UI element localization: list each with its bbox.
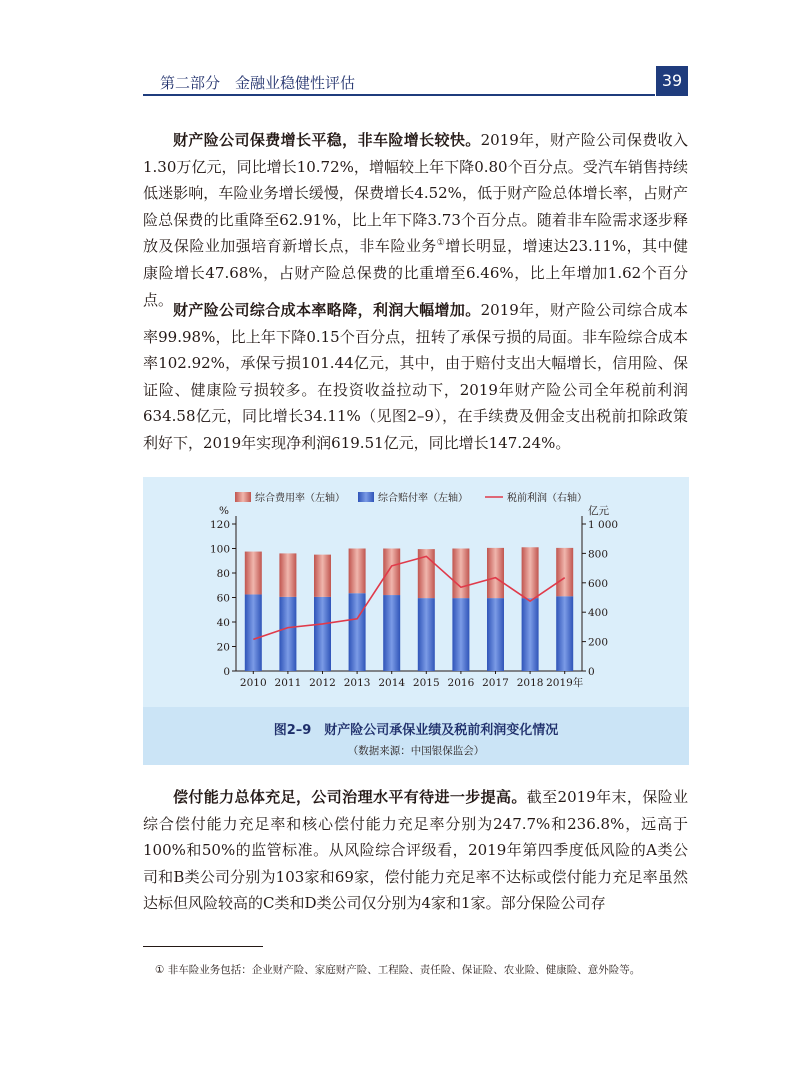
- bar-segment: [383, 549, 400, 596]
- bar-segment: [452, 598, 469, 671]
- x-axis-tick-label: 2016: [447, 677, 475, 689]
- right-axis-tick-label: 800: [588, 548, 609, 561]
- paragraph-text: 截至2019年末，保险业综合偿付能力充足率和核心偿付能力充足率分别为247.7%和236.8%，远高于100%和50%的监管标准。从风险综合评级看，2019年第四季度低风险的A类公司和B类公司分别为103家和69家，偿付能力充足率不达标或偿付能力充足率虽然达标但风险较高的C类和D类公司仅分别为4家和1家。部分保险公司存: [143, 788, 688, 913]
- paragraph-lead: 偿付能力总体充足，公司治理水平有待进一步提高。: [173, 788, 527, 806]
- x-axis-tick-label: 2013: [343, 677, 371, 689]
- legend-label: 税前利润（右轴）: [507, 493, 587, 504]
- legend-label: 综合费用率（左轴）: [255, 493, 345, 504]
- paragraph-text: 2019年，财产险公司保费收入1.30万亿元，同比增长10.72%，增幅较上年下降0.80个百分点。受汽车销售持续低迷影响，车险业务增长缓慢，保费增长4.52%，低于财产险总体增长率，占财产险总保费的比重降至62.91%，比上年下降3.73个百分点。随着非车险需求逐步释放及保险业加强培育新增长点，非车险业务: [143, 131, 688, 256]
- x-axis-tick-label: 2018: [516, 677, 544, 689]
- left-axis-tick-label: 60: [216, 592, 230, 605]
- left-axis-tick-label: 40: [216, 617, 230, 629]
- paragraph-cost-ratio: [143, 297, 688, 457]
- right-axis-tick-label: 400: [588, 607, 609, 620]
- right-axis-unit: 亿元: [588, 505, 609, 517]
- left-axis-tick-label: 100: [209, 543, 230, 556]
- footnote: ① 非车险业务包括：企业财产险、家庭财产险、工程险、责任险、保证险、农业险、健康险、意外险等。: [155, 964, 641, 976]
- paragraph-text: 2019年，财产险公司综合成本率99.98%，比上年下降0.15个百分点，扭转了承保亏损的局面。非车险综合成本率102.92%，承保亏损101.44亿元，其中，由于赔付支出大幅增长，信用险、保证险、健康险亏损较多。在投资收益拉动下，2019年财产险公司全年税前利润634.58亿元，同比增长34.11%（见图2–9），在手续费及佣金支出税前扣除政策利好下，2019年实现净利润619.51亿元，同比增长147.24%。: [143, 301, 688, 452]
- header-rule: [143, 94, 655, 96]
- x-axis-tick-label: 2014: [378, 677, 406, 689]
- bar-segment: [556, 596, 573, 671]
- left-axis-unit: %: [219, 505, 229, 517]
- bar-segment: [487, 548, 504, 598]
- bar-segment: [314, 555, 331, 597]
- paragraph-lead: 财产险公司综合成本率略降，利润大幅增加。: [173, 301, 481, 319]
- paragraph-premium-growth: [143, 127, 688, 313]
- paragraph-solvency: [143, 784, 688, 917]
- left-axis-tick-label: 20: [216, 641, 230, 654]
- paragraph-text: 增长明显，增速达23.11%，其中健康险增长47.68%，占财产险总保费的比重增至6.46%，比上年增加1.62个百分点。: [143, 237, 688, 309]
- x-axis-tick-label: 2017: [482, 677, 509, 689]
- bar-segment: [383, 595, 400, 671]
- bar-segment: [418, 598, 435, 671]
- x-axis-tick-label: 2015: [412, 677, 440, 689]
- left-axis-tick-label: 0: [223, 666, 230, 678]
- bar-segment: [487, 598, 504, 671]
- legend-swatch: [358, 492, 374, 502]
- bar-segment: [279, 553, 296, 596]
- figure-title: 图2–9 财产险公司承保业绩及税前利润变化情况: [273, 723, 559, 738]
- section-title: 第二部分 金融业稳健性评估: [160, 74, 356, 92]
- bar-segment: [522, 547, 539, 598]
- right-axis-tick-label: 600: [588, 577, 609, 590]
- x-axis-tick-label: 2011: [274, 677, 302, 689]
- bar-segment: [245, 594, 262, 671]
- left-axis-tick-label: 120: [209, 519, 230, 531]
- right-axis-tick-label: 200: [588, 636, 609, 649]
- page-number: 39: [656, 66, 688, 96]
- bar-segment: [522, 598, 539, 671]
- x-axis-tick-label: 2019年: [546, 677, 584, 689]
- figure-source: （数据来源：中国银保监会）: [347, 745, 485, 757]
- figure-2-9: [143, 477, 689, 765]
- x-axis-tick-label: 2012: [309, 677, 336, 689]
- bar-segment: [279, 597, 296, 671]
- footnote-rule: [143, 946, 263, 947]
- legend-label: 综合赔付率（左轴）: [378, 493, 468, 504]
- figure-caption: [143, 707, 689, 765]
- running-header: [143, 66, 688, 96]
- bar-segment: [349, 549, 366, 594]
- right-axis-tick-label: 0: [588, 666, 595, 678]
- bar-segment: [452, 549, 469, 599]
- chart-svg: [143, 477, 689, 707]
- legend-swatch: [235, 492, 251, 502]
- right-axis-tick-label: 1 000: [588, 519, 619, 531]
- profit-line: [253, 556, 564, 639]
- bar-segment: [245, 552, 262, 595]
- left-axis-tick-label: 80: [216, 568, 230, 580]
- paragraph-lead: 财产险公司保费增长平稳，非车险增长较快。: [173, 131, 481, 149]
- bar-segment: [314, 597, 331, 671]
- bar-segment: [349, 593, 366, 671]
- x-axis-tick-label: 2010: [239, 677, 267, 689]
- bar-segment: [556, 548, 573, 596]
- footnote-mark: ①: [436, 238, 446, 249]
